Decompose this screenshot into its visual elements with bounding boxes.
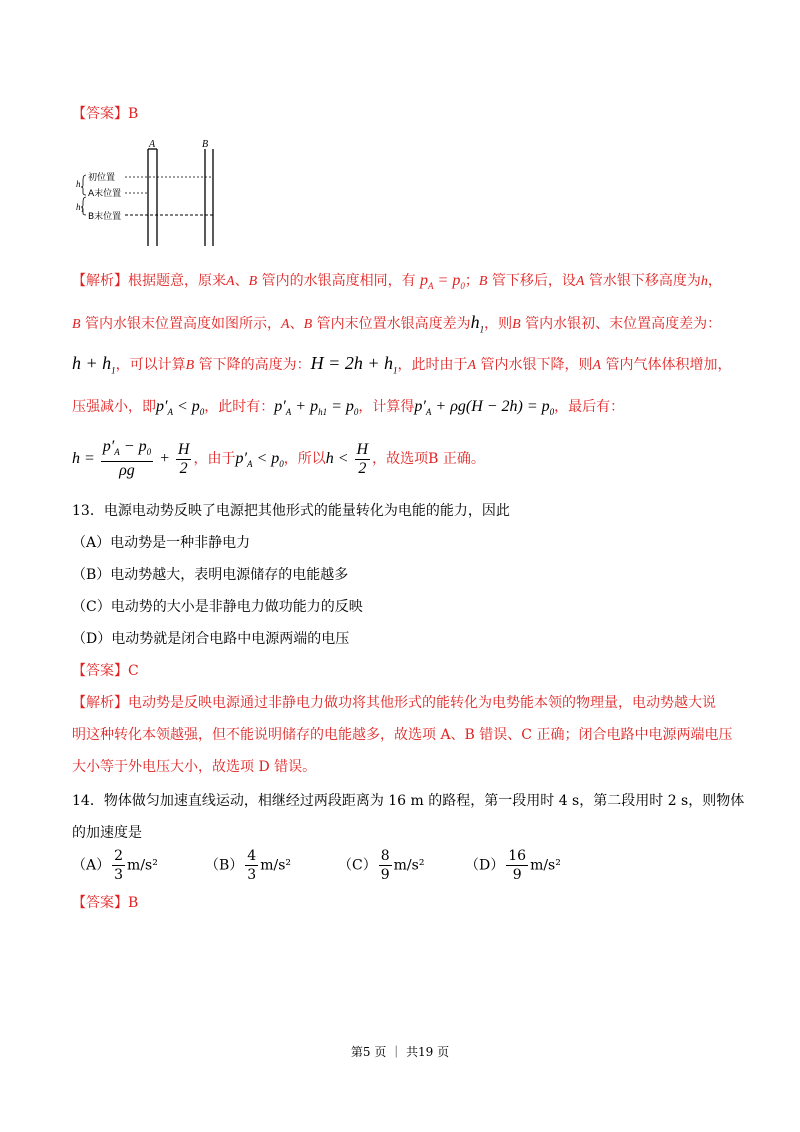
q12-answer <box>72 103 138 123</box>
b-final-position-label: B末位置 <box>88 212 122 222</box>
text: 管内的水银高度相同，有 <box>257 273 421 289</box>
text: 管内水银下降，则 <box>476 357 593 373</box>
page-footer: 第5 页 ｜ 共19 页 <box>350 1045 450 1059</box>
text: ，故选项 <box>372 450 429 467</box>
q14-stem-line1: 14．物体做匀加速直线运动，相继经过两段距离为 16 m 的路程，第一段用时 4 s，第二段用时 2 s，则物体 <box>72 793 745 809</box>
text: ，所以 <box>283 450 326 467</box>
initial-position-label: 初位置 <box>88 173 116 183</box>
text: 压强减小，即 <box>72 399 156 415</box>
tubes-figure <box>70 135 230 250</box>
option-fraction: $\frac{8}{9}$ <box>380 848 390 883</box>
var-b: B <box>185 358 195 373</box>
text: 电动势是反映电源通过非静电力做功将其他形式的能转化为电势能本领的物理量，电动势越大说 <box>128 695 716 711</box>
eq-pa-lt-p0: $p'_A < p_0$ <box>156 398 205 418</box>
analysis-tag: 【解析】 <box>72 695 128 711</box>
answer-value: C <box>128 663 139 679</box>
text: ， <box>707 273 722 289</box>
text: ； <box>464 273 479 289</box>
eq-H: $H = 2h + h_1$ <box>310 353 398 376</box>
var-a: A <box>575 274 585 289</box>
eq-h-final: h = $\frac{p'_A - p_0}{\rho g}$ + $\frac{H}{2}$ <box>72 438 190 480</box>
text: ，可以计算 <box>115 357 186 373</box>
answer-tag: 【答案】 <box>72 663 128 679</box>
q13-option-d: （D）电动势就是闭合电路中电源两端的电压 <box>72 631 350 647</box>
text: 管内水银末位置高度如图所示， <box>80 316 282 332</box>
q12-analysis-line5 <box>72 438 485 480</box>
text: B <box>428 450 439 467</box>
answer-tag: 【答案】 <box>72 106 128 122</box>
option-label: （D） <box>465 857 505 874</box>
q13-option-b: （B）电动势越大，表明电源储存的电能越多 <box>72 567 349 583</box>
q13-analysis-line1 <box>72 692 716 712</box>
q13-stem: 13．电源电动势反映了电源把其他形式的能量转化为电能的能力，因此 <box>72 503 510 519</box>
h1-label: h₁ <box>76 202 84 212</box>
option-label: （C） <box>338 857 377 874</box>
option-unit: m/s² <box>530 857 561 874</box>
eq-pa-lt-p0-2: $p'_A < p_0$ <box>235 449 284 469</box>
eq-pa-p0: $p_A = p_0$ <box>420 272 465 292</box>
option-unit: m/s² <box>393 857 425 874</box>
text: ，由于 <box>193 450 236 467</box>
q14-stem-line2: 的加速度是 <box>72 825 142 841</box>
option-unit: m/s² <box>260 857 292 874</box>
var-b: B <box>72 317 81 332</box>
text: 管下移后，设 <box>487 273 576 289</box>
option-fraction: $\frac{16}{9}$ <box>508 848 527 883</box>
h-label: h <box>76 179 81 189</box>
q13-answer <box>72 660 139 680</box>
var-b: B <box>478 274 488 289</box>
option-fraction: $\frac{4}{3}$ <box>247 848 257 883</box>
var-a: A <box>281 317 290 332</box>
text: 、 <box>234 273 249 289</box>
text: ，此时有： <box>204 399 275 415</box>
option-unit: m/s² <box>127 857 158 874</box>
q12-analysis-line1 <box>72 270 722 291</box>
q14-option-b <box>205 847 291 884</box>
eq-result: $p'_A + \rho g(H - 2h) = p_0$ <box>414 398 555 418</box>
q14-option-c <box>338 847 424 884</box>
brace-h <box>81 175 86 195</box>
text: 管内末位置水银高度差为 <box>312 316 471 332</box>
var-h1: $h_1$ <box>470 312 485 335</box>
text: 管水银下移高度为 <box>584 273 701 289</box>
text: 管内水银初、末位置高度差为： <box>520 316 722 332</box>
eq-balance: $p'_A + p_{h1} = p_0$ <box>274 398 359 418</box>
text: ，最后有： <box>554 399 625 415</box>
text: 根据题意，原来 <box>128 273 226 289</box>
var-a: A <box>226 274 235 289</box>
var-a: A <box>467 358 477 373</box>
q12-analysis-line4 <box>72 396 624 417</box>
option-label: （B） <box>205 857 244 874</box>
option-fraction: $\frac{2}{3}$ <box>114 848 124 883</box>
text: 、 <box>289 316 304 332</box>
a-final-position-label: A末位置 <box>88 189 122 199</box>
analysis-tag: 【解析】 <box>72 273 128 289</box>
q13-analysis-line3: 大小等于外电压大小，故选项 D 错误。 <box>72 759 317 775</box>
text: ，此时由于 <box>397 357 468 373</box>
q12-analysis-line2 <box>72 312 721 335</box>
q14-option-a <box>72 847 158 884</box>
text: ，计算得 <box>358 399 415 415</box>
text: 管内气体体积增加， <box>601 357 732 373</box>
q14-answer <box>72 892 138 912</box>
tube-a-label: A <box>149 139 156 150</box>
q12-analysis-line3 <box>72 353 732 376</box>
text: 管下降的高度为： <box>194 357 311 373</box>
var-a: A <box>592 358 602 373</box>
text: ，则 <box>484 316 513 332</box>
var-b: B <box>248 274 258 289</box>
text: 正确。 <box>438 450 485 467</box>
q14-option-d <box>465 847 561 884</box>
option-label: （A） <box>72 857 111 874</box>
var-b: B <box>303 317 313 332</box>
q13-option-c: （C）电动势的大小是非静电力做功能力的反映 <box>72 599 363 615</box>
answer-value: B <box>128 895 139 911</box>
answer-tag: 【答案】 <box>72 895 128 911</box>
eq-h-lt-H2: h < $\frac{H}{2}$ <box>325 440 369 477</box>
answer-value: B <box>128 106 139 122</box>
q13-analysis-line2: 明这种转化本领越强，但不能说明储存的电能越多，故选项 A、B 错误、C 正确；闭合电路中电源两端电压 <box>72 727 733 743</box>
eq-h-plus-h1: $h + h_1$ <box>72 353 116 376</box>
var-h: h <box>700 274 708 289</box>
var-b: B <box>512 317 521 332</box>
tube-b-label: B <box>202 139 209 150</box>
q13-option-a: （A）电动势是一种非静电力 <box>72 535 251 551</box>
